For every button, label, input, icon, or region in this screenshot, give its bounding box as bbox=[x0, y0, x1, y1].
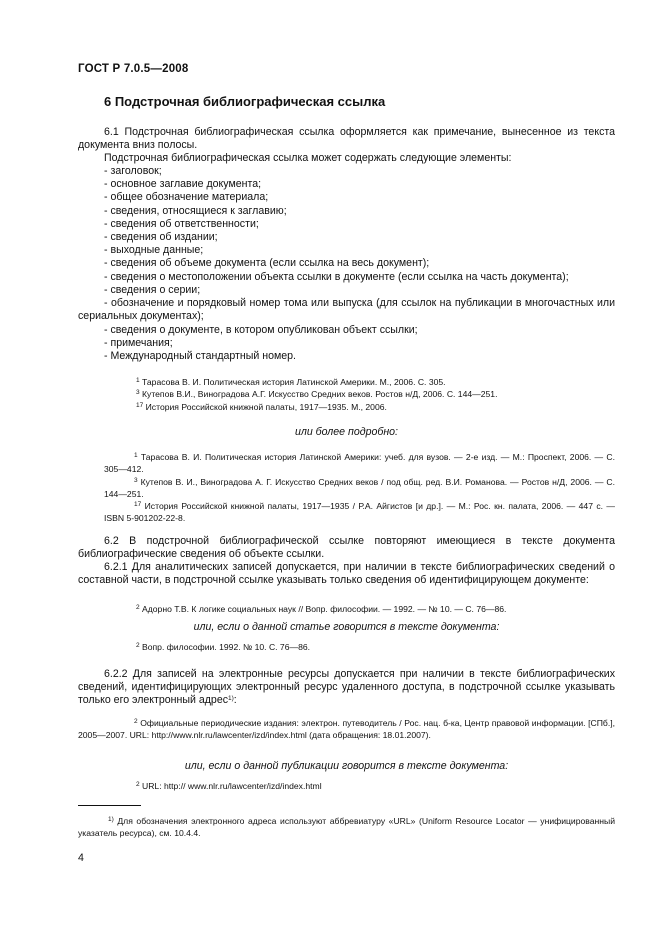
example-electronic-ref: $^2$ Официальные периодические издания: электрон. путеводитель / Рос. нац. б-ка, Центр правовой информации. [СПб.], 2005—2007. URL: http://www.nlr.ru/lawcenter/izd/index.html (дата обращения: 18.01.2007). bbox=[78, 718, 615, 741]
example-analytic-ref: $^2$ Адорно Т.В. К логике социальных наук // Вопр. философии. — 1992. — № 10. — С. 76—86. bbox=[136, 604, 507, 614]
list-item: - выходные данные; bbox=[104, 244, 204, 257]
example-detailed-refs bbox=[104, 451, 615, 525]
list-item: - основное заглавие документа; bbox=[104, 178, 262, 191]
section-title: 6 Подстрочная библиографическая ссылка bbox=[104, 94, 386, 109]
list-item: - сведения об издании; bbox=[104, 231, 218, 244]
paragraph-6-2-1: 6.2.1 Для аналитических записей допускается, при наличии в тексте библиографических сведений о составной части, в подстрочной ссылке указывать только сведения об идентифицирующем документе: bbox=[78, 561, 615, 587]
list-item: - примечания; bbox=[104, 337, 173, 350]
paragraph-6-2: 6.2 В подстрочной библиографической ссылке повторяют имеющиеся в тексте документа библиографические сведения об объекте ссылки. bbox=[78, 535, 615, 561]
example-ref: $^{17}$ История Российской книжной палаты, 1917—1935 / Р.А. Айгистов [и др.]. — М.: Рос. кн. палата, 2006. — 447 с. — ISBN 5-901202-22-8. bbox=[104, 501, 616, 524]
elements-list-continued bbox=[104, 324, 615, 364]
list-item-wrapped: - обозначение и порядковый номер тома или выпуска (для ссылок на публикации в многочастных или сериальных документах); bbox=[78, 297, 615, 323]
footnote-separator bbox=[78, 805, 141, 806]
list-item: - сведения о местоположении объекта ссылки в документе (если ссылка на часть документа); bbox=[104, 270, 569, 283]
paragraph-6-1: 6.1 Подстрочная библиографическая ссылка оформляется как примечание, вынесенное из текста документа вниз полосы. bbox=[78, 126, 615, 152]
page-number: 4 bbox=[78, 852, 84, 864]
example-ref: $^3$ Кутепов В.И., Виноградова А.Г. Искусство Средних веков. Ростов н/Д, 2006. С. 144—251. bbox=[136, 389, 498, 400]
elements-list bbox=[104, 165, 615, 297]
paragraph-6-2-2: 6.2.2 Для записей на электронные ресурсы допускается при наличии в тексте библиографических сведений, идентифицирующих электронный ресурс удаленного доступа, в подстрочной ссылке указывать только его электронный адрес$^{1)}$: bbox=[78, 668, 615, 707]
example-short-refs bbox=[104, 376, 615, 413]
list-item: - сведения об объеме документа (если ссылка на весь документ); bbox=[104, 257, 430, 270]
or-publication-label: или, если о данной публикации говорится в тексте документа: bbox=[184, 760, 509, 772]
list-item: - сведения о документе, в котором опубликован объект ссылки; bbox=[104, 324, 418, 336]
list-item: - сведения, относящиеся к заглавию; bbox=[104, 204, 287, 217]
list-item: - заголовок; bbox=[104, 165, 162, 177]
example-ref: $^3$ Кутепов В. И., Виноградова А. Г. Искусство Средних веков / под общ. ред. В.И. Романова. — Ростов н/Д, 2006. — С. 144—251. bbox=[104, 476, 616, 499]
example-ref: $^1$ Тарасова В. И. Политическая история Латинской Америки: учеб. для вузов. — 2-е изд. — М.: Проспект, 2006. — С. 305—412. bbox=[104, 452, 615, 475]
footnote: $^{1)}$ Для обозначения электронного адреса используют аббревиатуру «URL» (Uniform Resource Locator — унифицированный указатель ресурса), см. 10.4.4. bbox=[78, 816, 615, 839]
paragraph-6-1-elements-intro: Подстрочная библиографическая ссылка может содержать следующие элементы: bbox=[104, 152, 512, 164]
example-url-ref: $^2$ URL: http:// www.nlr.ru/lawcenter/izd/index.html bbox=[136, 781, 322, 791]
running-header: ГОСТ Р 7.0.5—2008 bbox=[78, 63, 189, 75]
list-item: - сведения о серии; bbox=[104, 283, 201, 296]
example-ref: $^1$ Тарасова В. И. Политическая история Латинской Америки. М., 2006. С. 305. bbox=[136, 377, 446, 387]
list-item: - Международный стандартный номер. bbox=[104, 350, 296, 363]
example-ref: $^{17}$ История Российской книжной палаты, 1917—1935. М., 2006. bbox=[136, 401, 387, 412]
example-short-analytic-ref: $^2$ Вопр. философии. 1992. № 10. С. 76—86. bbox=[136, 642, 311, 652]
list-item: - сведения об ответственности; bbox=[104, 217, 259, 230]
or-more-detailed-label: или более подробно: bbox=[294, 426, 398, 438]
list-item: - общее обозначение материала; bbox=[104, 191, 269, 204]
or-article-label: или, если о данной статье говорится в тексте документа: bbox=[193, 621, 500, 633]
